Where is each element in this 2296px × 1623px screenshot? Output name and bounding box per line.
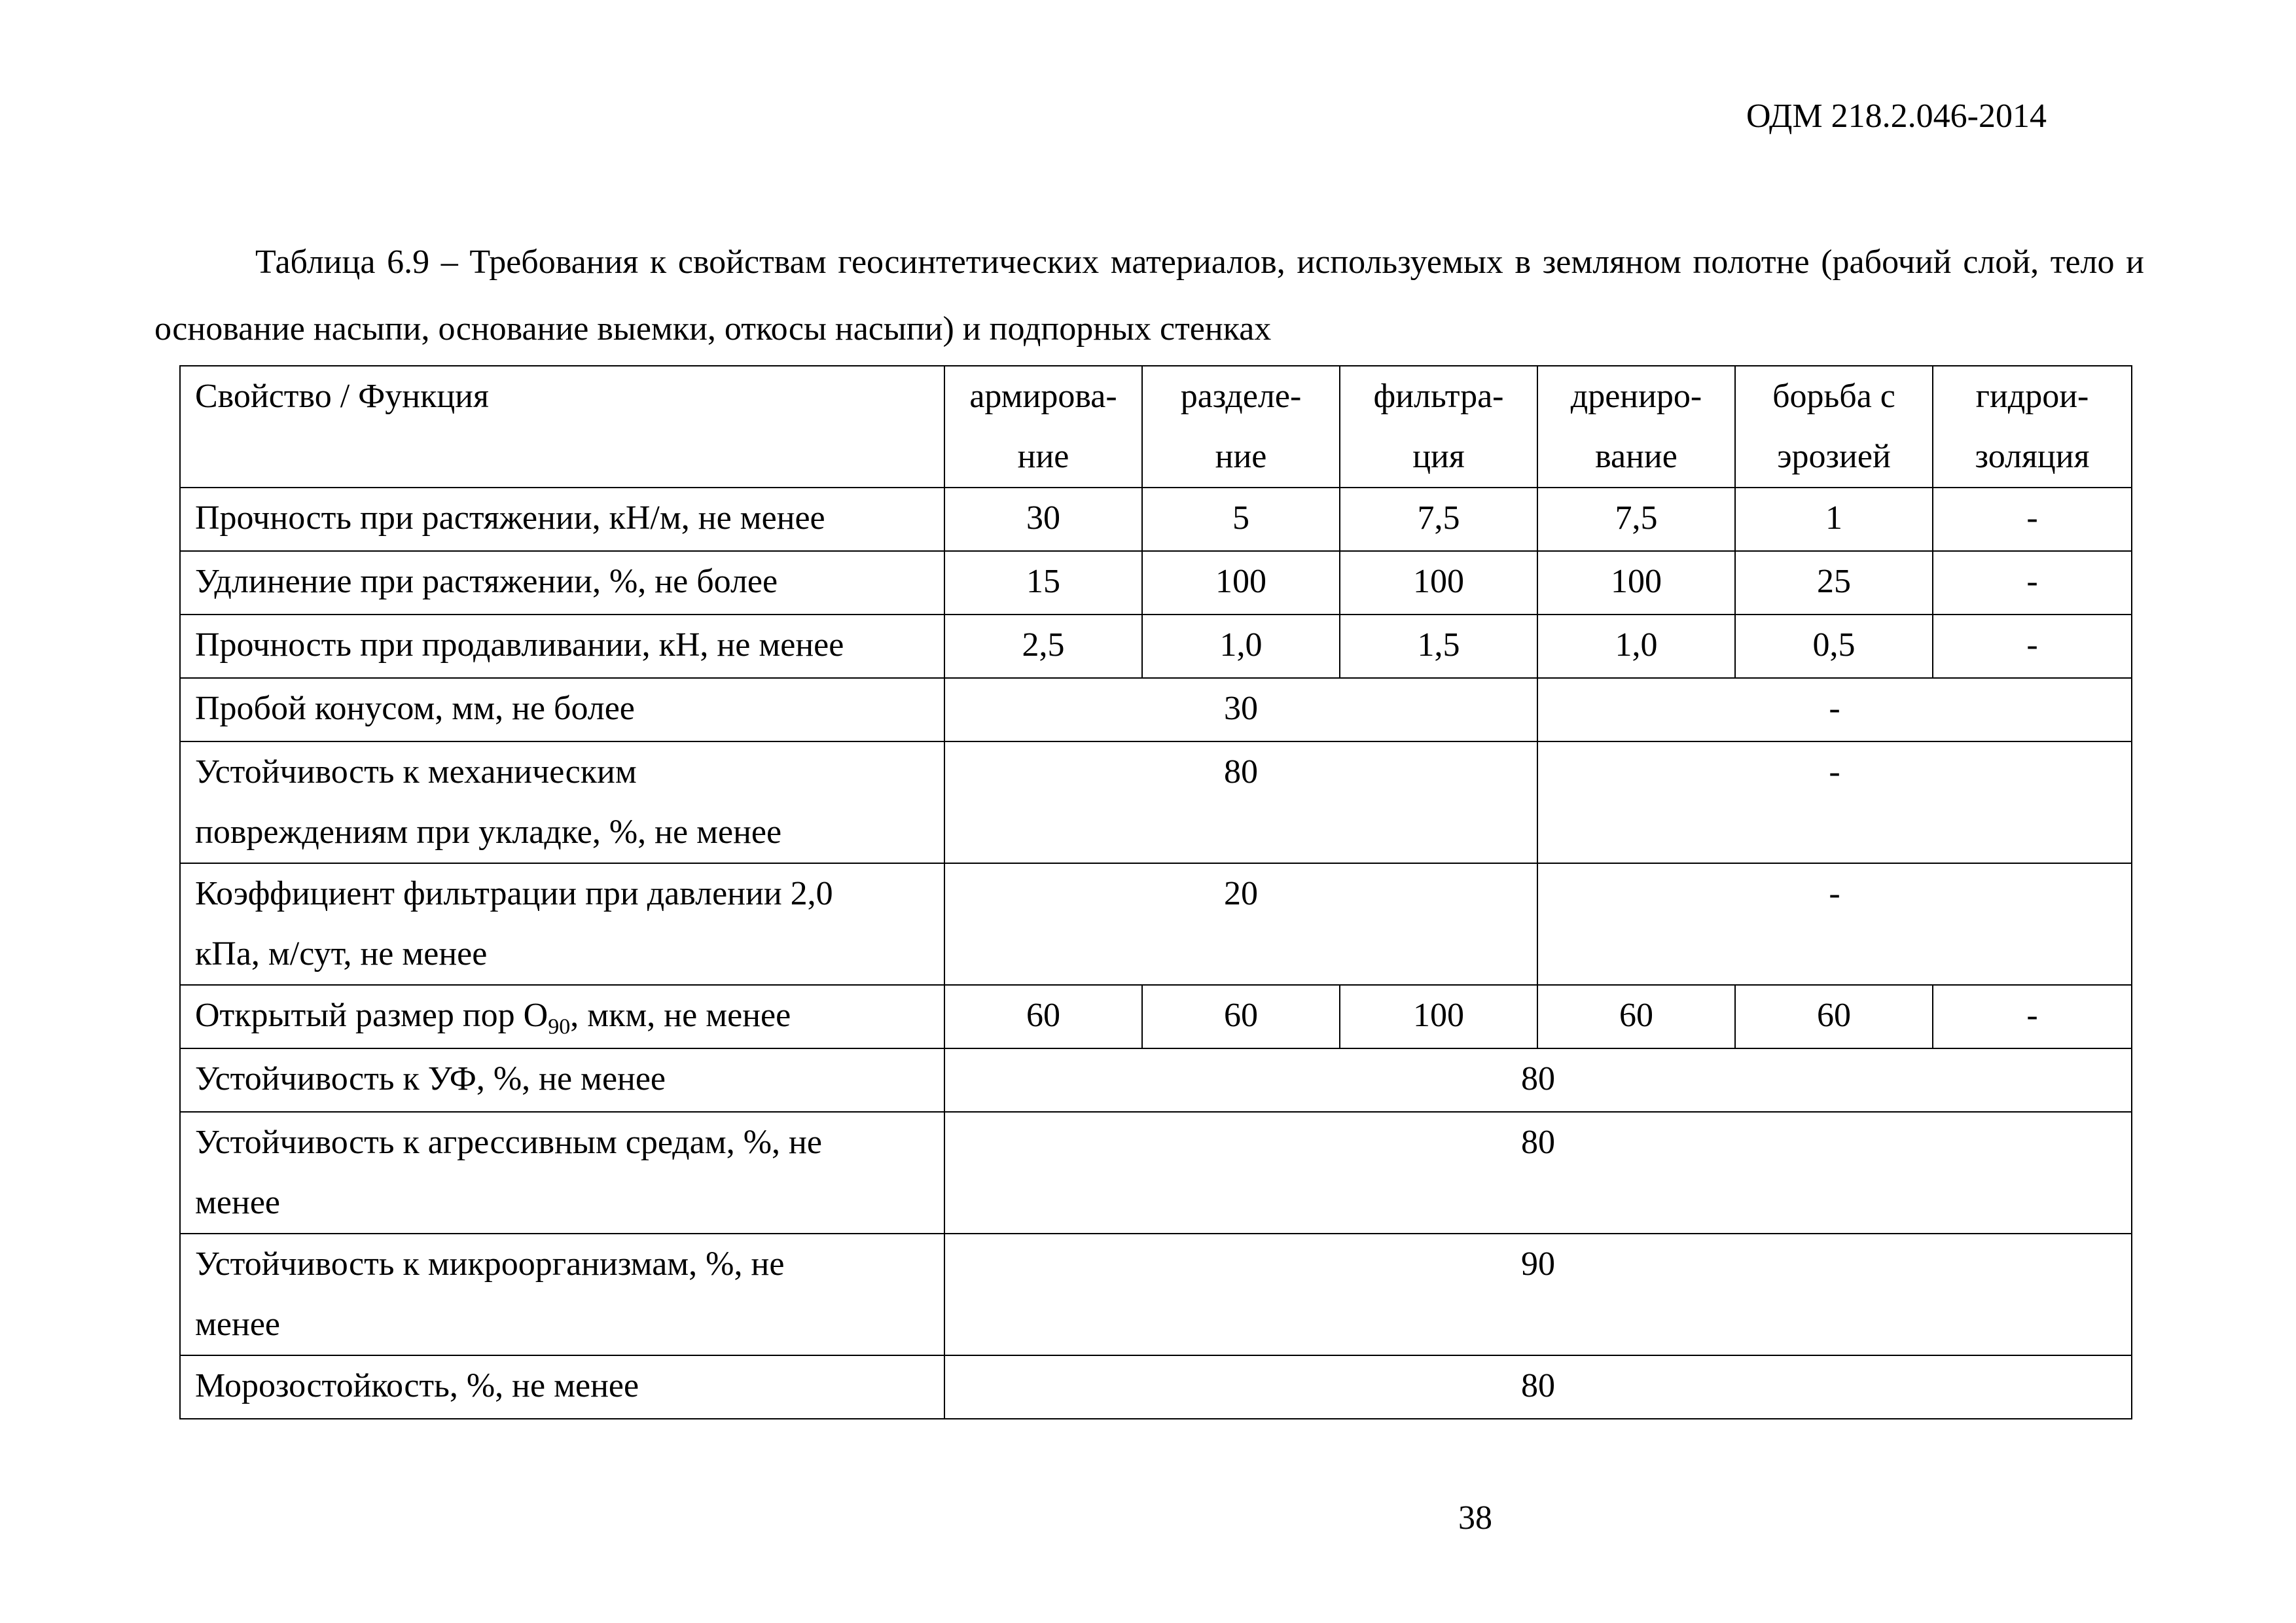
property-line2: менее: [195, 1306, 280, 1343]
property-cell: Удлинение при растяжении, %, не более: [180, 551, 944, 615]
header-function-cell: [1735, 366, 1933, 488]
table-row: [180, 741, 2132, 863]
header-function-cell: [1340, 366, 1537, 488]
header-function-line2: вание: [1595, 438, 1677, 475]
header-function-cell: [944, 366, 1142, 488]
document-code: ОДМ 218.2.046-2014: [1746, 98, 2047, 135]
table-row: [180, 488, 2132, 551]
value-cell: 2,5: [944, 615, 1142, 678]
value-cell: 60: [1735, 985, 1933, 1048]
table-row: [180, 985, 2132, 1048]
value-cell: 100: [1340, 551, 1537, 615]
value-cell: -: [1933, 551, 2132, 615]
value-cell: 60: [944, 985, 1142, 1048]
value-cell: 25: [1735, 551, 1933, 615]
header-function-line2: ние: [1017, 438, 1069, 475]
value-cell: 60: [1537, 985, 1735, 1048]
value-cell: 1,0: [1142, 615, 1340, 678]
merged-value-cell: 30: [944, 678, 1537, 741]
header-function-line2: эрозией: [1777, 438, 1891, 475]
value-cell: 1,0: [1537, 615, 1735, 678]
property-cell: [180, 1234, 944, 1355]
header-function-line1: дрениро-: [1570, 378, 1702, 415]
property-line2: кПа, м/сут, не менее: [195, 935, 488, 972]
merged-value-cell: 20: [944, 863, 1537, 985]
property-text-tail: , мкм, не менее: [570, 997, 791, 1034]
header-function-line1: фильтра-: [1373, 378, 1504, 415]
value-cell: 0,5: [1735, 615, 1933, 678]
property-subscript: 90: [548, 1014, 571, 1039]
header-function-cell: [1933, 366, 2132, 488]
property-cell: [180, 863, 944, 985]
value-cell: 1: [1735, 488, 1933, 551]
requirements-table-wrap: [179, 365, 2132, 1419]
property-line1: Коэффициент фильтрации при давлении 2,0: [195, 875, 833, 912]
header-function-line1: гидрои-: [1975, 378, 2089, 415]
value-cell: 30: [944, 488, 1142, 551]
merged-value-cell: 80: [944, 1355, 2132, 1419]
merged-value-cell: 90: [944, 1234, 2132, 1355]
value-cell: 100: [1142, 551, 1340, 615]
table-row: [180, 615, 2132, 678]
merged-value-cell: -: [1537, 863, 2132, 985]
property-line1: Устойчивость к микроорганизмам, %, не: [195, 1245, 785, 1283]
value-cell: -: [1933, 488, 2132, 551]
header-function-cell: [1537, 366, 1735, 488]
value-cell: 7,5: [1340, 488, 1537, 551]
property-cell: Прочность при продавливании, кН, не менее: [180, 615, 944, 678]
table-row: [180, 551, 2132, 615]
table-caption: Таблица 6.9 – Требования к свойствам геосинтетических материалов, используемых в земляном полотне (рабочий слой, тело и основание насыпи, основание выемки, откосы насыпи) и подпорных стенках: [154, 243, 2144, 348]
property-line1: Устойчивость к механическим: [195, 753, 637, 791]
property-cell: Прочность при растяжении, кН/м, не менее: [180, 488, 944, 551]
property-cell: Устойчивость к УФ, %, не менее: [180, 1048, 944, 1112]
property-cell: Пробой конусом, мм, не более: [180, 678, 944, 741]
value-cell: 1,5: [1340, 615, 1537, 678]
value-cell: 7,5: [1537, 488, 1735, 551]
table-row: [180, 1048, 2132, 1112]
merged-value-cell: -: [1537, 678, 2132, 741]
table-row: [180, 1234, 2132, 1355]
property-cell: [180, 1112, 944, 1234]
header-function-cell: [1142, 366, 1340, 488]
property-text: Открытый размер пор О: [195, 997, 548, 1034]
property-cell: [180, 741, 944, 863]
header-function-line1: борьба с: [1772, 378, 1895, 415]
merged-value-cell: 80: [944, 1048, 2132, 1112]
table-row: [180, 678, 2132, 741]
header-function-line1: армирова-: [969, 378, 1117, 415]
value-cell: 15: [944, 551, 1142, 615]
property-cell: Морозостойкость, %, не менее: [180, 1355, 944, 1419]
table-header-row: [180, 366, 2132, 488]
value-cell: -: [1933, 615, 2132, 678]
value-cell: 100: [1537, 551, 1735, 615]
merged-value-cell: 80: [944, 741, 1537, 863]
property-line2: менее: [195, 1184, 280, 1221]
value-cell: 100: [1340, 985, 1537, 1048]
table-row: [180, 1112, 2132, 1234]
table-row: [180, 1355, 2132, 1419]
value-cell: 60: [1142, 985, 1340, 1048]
merged-value-cell: -: [1537, 741, 2132, 863]
header-function-line2: ция: [1412, 438, 1465, 475]
property-line1: Устойчивость к агрессивным средам, %, не: [195, 1124, 822, 1161]
page-number: 38: [1458, 1499, 1492, 1537]
header-function-line2: ние: [1215, 438, 1267, 475]
header-function-line1: разделе-: [1180, 378, 1302, 415]
table-row: [180, 863, 2132, 985]
merged-value-cell: 80: [944, 1112, 2132, 1234]
property-line2: повреждениям при укладке, %, не менее: [195, 813, 782, 851]
value-cell: 5: [1142, 488, 1340, 551]
header-property-cell: Свойство / Функция: [180, 366, 944, 488]
value-cell: -: [1933, 985, 2132, 1048]
property-cell: [180, 985, 944, 1048]
header-function-line2: золяция: [1975, 438, 2090, 475]
requirements-table: [179, 365, 2132, 1419]
